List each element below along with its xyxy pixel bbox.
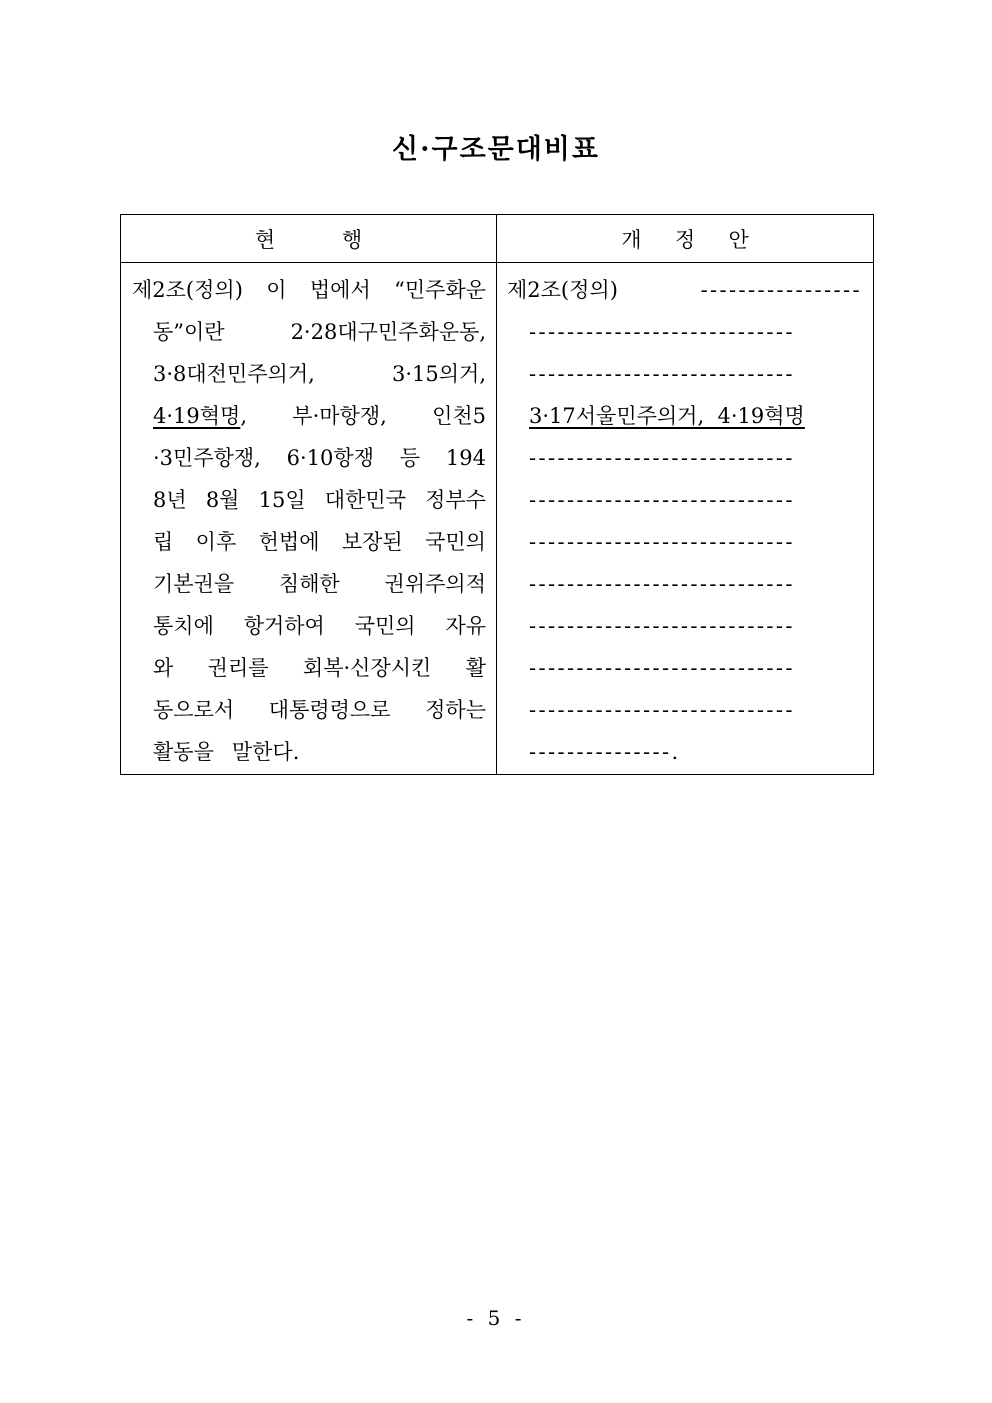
current-text-segment: 인천5	[432, 404, 486, 428]
current-text-cell	[121, 263, 497, 775]
current-text-segment: 회복·신장시킨	[302, 656, 432, 680]
current-text-segment: 등	[399, 446, 421, 470]
current-text-segment: 활동을	[153, 740, 214, 764]
current-text-segment: “민주화운	[394, 278, 486, 302]
current-text-segment: 활	[465, 656, 486, 680]
current-text-segment: 이	[266, 278, 287, 302]
current-line-8	[121, 563, 496, 605]
revised-text-cell	[497, 263, 874, 775]
revised-line-2	[497, 311, 873, 353]
comparison-table	[120, 214, 874, 775]
revised-dash-run: ----------------------------	[529, 614, 795, 638]
revised-dash-run: ----------------------------	[529, 530, 795, 554]
current-text-segment: 와	[153, 656, 174, 680]
revised-line-8	[497, 563, 873, 605]
current-text-segment: 3·8대전민주의거,	[153, 362, 315, 386]
revised-line-4	[497, 395, 873, 437]
current-text-segment: 권위주의적	[384, 572, 486, 596]
table-header-row	[121, 215, 874, 263]
revised-line-6	[497, 479, 873, 521]
current-text-segment: 침해한	[278, 572, 340, 596]
revised-dash-run: ----------------------------	[529, 572, 795, 596]
current-text-segment: 법에서	[309, 278, 371, 302]
revised-line-12	[497, 731, 873, 773]
current-text-segment: ,	[240, 404, 248, 428]
current-text-segment: 이후	[195, 530, 237, 554]
current-line-10	[121, 647, 496, 689]
current-text-segment: 6·10항쟁	[286, 446, 374, 470]
current-text-segment: 동으로서	[153, 698, 235, 722]
revised-dash-run: ----------------------------	[529, 446, 795, 470]
table-body-row	[121, 263, 874, 775]
revised-line-1	[497, 269, 873, 311]
current-underlined-group	[153, 395, 247, 437]
current-text-segment: 국민의	[425, 530, 486, 554]
revised-line-5	[497, 437, 873, 479]
current-text-segment: 헌법에	[258, 530, 320, 554]
current-line-9	[121, 605, 496, 647]
current-text-segment: 정하는	[425, 698, 486, 722]
current-line-1	[121, 269, 496, 311]
current-text-segment: 4·19혁명	[153, 404, 241, 428]
current-text-segment: 3·15의거,	[391, 362, 486, 386]
current-text-segment: 15일	[258, 488, 306, 512]
header-current	[121, 215, 497, 263]
current-line-2	[121, 311, 496, 353]
revised-dash-run: ---------------	[529, 740, 672, 764]
current-line-5	[121, 437, 496, 479]
revised-line-10	[497, 647, 873, 689]
revised-line-9	[497, 605, 873, 647]
revised-line-11	[497, 689, 873, 731]
current-text-segment: 자유	[445, 614, 486, 638]
current-text-segment: 말한다.	[231, 740, 300, 764]
current-text-segment: 기본권을	[153, 572, 235, 596]
header-current-label: 현 행	[254, 227, 363, 252]
current-line-6	[121, 479, 496, 521]
revised-dash-run: ----------------------------	[529, 656, 795, 680]
revised-dash-run: ----------------------------	[529, 488, 795, 512]
current-text-segment: 립	[153, 530, 174, 554]
current-line-4	[121, 395, 496, 437]
revised-line-3	[497, 353, 873, 395]
current-text-segment: 권리를	[207, 656, 269, 680]
current-line-11	[121, 689, 496, 731]
current-text-segment: 대통령령으로	[268, 698, 391, 722]
revised-dash-run: -----------------	[700, 278, 862, 302]
current-text-segment: 제2조(정의)	[132, 278, 243, 302]
current-text-segment: 동”이란	[153, 320, 225, 344]
current-text-segment: ·3민주항쟁,	[153, 446, 261, 470]
revised-dash-run: ----------------------------	[529, 362, 795, 386]
current-text-segment: 항거하여	[243, 614, 325, 638]
current-text-segment: 대한민국	[324, 488, 406, 512]
current-line-3	[121, 353, 496, 395]
current-line-12	[121, 731, 496, 773]
revised-text-lines	[497, 263, 873, 773]
current-text-segment: 2·28대구민주화운동,	[290, 320, 486, 344]
current-text-segment: 194	[445, 446, 486, 470]
header-revised-label: 개 정 안	[621, 227, 749, 252]
document-title: 신·구조문대비표	[392, 134, 600, 165]
current-text-segment: 통치에	[153, 614, 214, 638]
revised-dash-run: ----------------------------	[529, 320, 795, 344]
revised-underlined-text: 3·17서울민주의거, 4·19혁명	[529, 404, 805, 428]
revised-ending-period: .	[671, 740, 679, 764]
revised-dash-run: ----------------------------	[529, 698, 795, 722]
page-number: - 5 -	[466, 1306, 526, 1330]
revised-line-7	[497, 521, 873, 563]
current-text-lines	[121, 263, 496, 773]
header-revised	[497, 215, 874, 263]
current-text-segment: 8월	[205, 488, 240, 512]
revised-article-label: 제2조(정의)	[507, 278, 618, 302]
current-text-segment: 정부수	[425, 488, 486, 512]
current-text-segment: 보장된	[341, 530, 403, 554]
current-text-segment: 국민의	[354, 614, 416, 638]
current-text-segment: 부·마항쟁,	[292, 404, 387, 428]
current-line-7	[121, 521, 496, 563]
current-text-segment: 8년	[153, 488, 187, 512]
